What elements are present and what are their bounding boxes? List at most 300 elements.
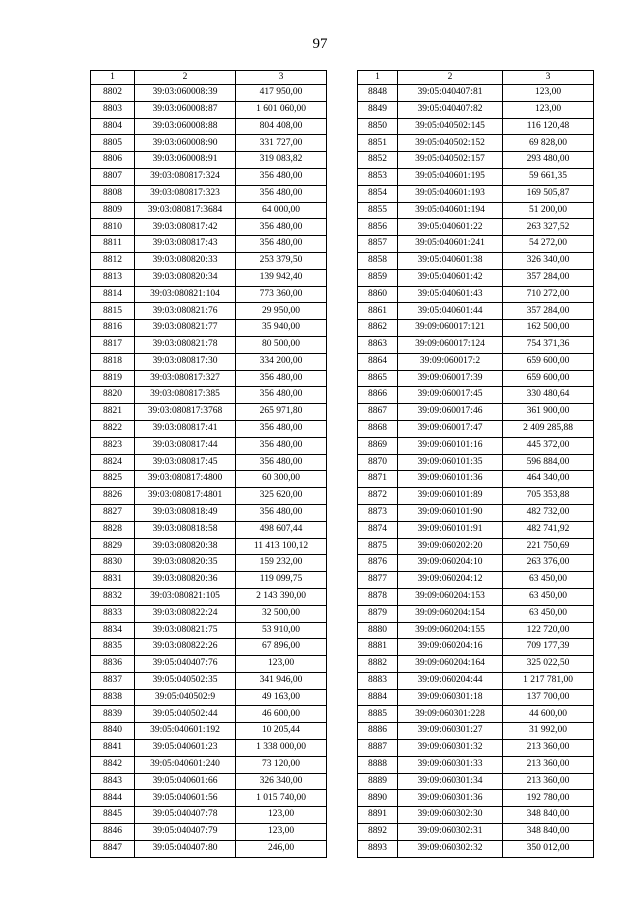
value-cell: 31 992,00 bbox=[503, 723, 594, 740]
table-row bbox=[358, 387, 594, 404]
value-cell: 464 340,00 bbox=[503, 471, 594, 488]
cadastral-number-cell: 39:03:080817:324 bbox=[135, 168, 236, 185]
table-header-row bbox=[358, 71, 594, 85]
row-number-cell: 8849 bbox=[358, 101, 398, 118]
cadastral-number-cell: 39:09:060302:32 bbox=[398, 840, 503, 857]
cadastral-number-cell: 39:09:060301:33 bbox=[398, 756, 503, 773]
row-number-cell: 8807 bbox=[91, 168, 135, 185]
cadastral-number-cell: 39:09:060301:27 bbox=[398, 723, 503, 740]
value-cell: 64 000,00 bbox=[236, 202, 327, 219]
row-number-cell: 8850 bbox=[358, 118, 398, 135]
cadastral-number-cell: 39:05:040601:23 bbox=[135, 740, 236, 757]
table-row bbox=[91, 353, 327, 370]
value-cell: 32 500,00 bbox=[236, 605, 327, 622]
row-number-cell: 8854 bbox=[358, 185, 398, 202]
table-row bbox=[358, 605, 594, 622]
row-number-cell: 8865 bbox=[358, 370, 398, 387]
table-row bbox=[358, 740, 594, 757]
table-row bbox=[91, 370, 327, 387]
row-number-cell: 8887 bbox=[358, 740, 398, 757]
table-row bbox=[358, 370, 594, 387]
cadastral-number-cell: 39:05:040601:56 bbox=[135, 790, 236, 807]
cadastral-number-cell: 39:09:060301:34 bbox=[398, 773, 503, 790]
cadastral-number-cell: 39:05:040502:145 bbox=[398, 118, 503, 135]
cadastral-number-cell: 39:03:080821:105 bbox=[135, 588, 236, 605]
value-cell: 263 327,52 bbox=[503, 219, 594, 236]
row-number-cell: 8839 bbox=[91, 706, 135, 723]
value-cell: 357 284,00 bbox=[503, 303, 594, 320]
table-row bbox=[358, 135, 594, 152]
value-cell: 213 360,00 bbox=[503, 740, 594, 757]
value-cell: 119 099,75 bbox=[236, 572, 327, 589]
value-cell: 51 200,00 bbox=[503, 202, 594, 219]
value-cell: 596 884,00 bbox=[503, 454, 594, 471]
row-number-cell: 8858 bbox=[358, 252, 398, 269]
row-number-cell: 8833 bbox=[91, 605, 135, 622]
value-cell: 63 450,00 bbox=[503, 588, 594, 605]
row-number-cell: 8878 bbox=[358, 588, 398, 605]
cadastral-number-cell: 39:03:060008:90 bbox=[135, 135, 236, 152]
table-row bbox=[358, 639, 594, 656]
table-row bbox=[358, 572, 594, 589]
cadastral-number-cell: 39:03:080821:78 bbox=[135, 336, 236, 353]
value-cell: 263 376,00 bbox=[503, 555, 594, 572]
table-row bbox=[91, 252, 327, 269]
row-number-cell: 8803 bbox=[91, 101, 135, 118]
cadastral-number-cell: 39:09:060017:39 bbox=[398, 370, 503, 387]
row-number-cell: 8885 bbox=[358, 706, 398, 723]
table-row bbox=[358, 706, 594, 723]
column-header-1: 1 bbox=[358, 71, 398, 85]
cadastral-number-cell: 39:05:040601:193 bbox=[398, 185, 503, 202]
row-number-cell: 8877 bbox=[358, 572, 398, 589]
cadastral-number-cell: 39:09:060204:44 bbox=[398, 672, 503, 689]
value-cell: 326 340,00 bbox=[236, 773, 327, 790]
cadastral-number-cell: 39:09:060302:30 bbox=[398, 807, 503, 824]
value-cell: 804 408,00 bbox=[236, 118, 327, 135]
row-number-cell: 8816 bbox=[91, 320, 135, 337]
column-header-1: 1 bbox=[91, 71, 135, 85]
table-row bbox=[358, 672, 594, 689]
row-number-cell: 8868 bbox=[358, 420, 398, 437]
value-cell: 2 143 390,00 bbox=[236, 588, 327, 605]
value-cell: 1 338 000,00 bbox=[236, 740, 327, 757]
table-row bbox=[91, 135, 327, 152]
value-cell: 192 780,00 bbox=[503, 790, 594, 807]
cadastral-number-cell: 39:05:040502:9 bbox=[135, 689, 236, 706]
value-cell: 44 600,00 bbox=[503, 706, 594, 723]
cadastral-number-cell: 39:05:040601:194 bbox=[398, 202, 503, 219]
table-row bbox=[358, 202, 594, 219]
table-row bbox=[91, 639, 327, 656]
row-number-cell: 8892 bbox=[358, 824, 398, 841]
row-number-cell: 8821 bbox=[91, 404, 135, 421]
table-row bbox=[358, 404, 594, 421]
cadastral-number-cell: 39:09:060204:16 bbox=[398, 639, 503, 656]
table-row bbox=[358, 723, 594, 740]
row-number-cell: 8879 bbox=[358, 605, 398, 622]
cadastral-number-cell: 39:03:060008:91 bbox=[135, 152, 236, 169]
value-cell: 348 840,00 bbox=[503, 807, 594, 824]
cadastral-number-cell: 39:03:080820:38 bbox=[135, 538, 236, 555]
value-cell: 341 946,00 bbox=[236, 672, 327, 689]
table-row bbox=[91, 689, 327, 706]
row-number-cell: 8874 bbox=[358, 521, 398, 538]
row-number-cell: 8852 bbox=[358, 152, 398, 169]
value-cell: 67 896,00 bbox=[236, 639, 327, 656]
cadastral-number-cell: 39:09:060101:16 bbox=[398, 437, 503, 454]
value-cell: 162 500,00 bbox=[503, 320, 594, 337]
cadastral-number-cell: 39:05:040601:42 bbox=[398, 269, 503, 286]
cadastral-number-cell: 39:05:040407:80 bbox=[135, 840, 236, 857]
cadastral-number-cell: 39:03:080820:35 bbox=[135, 555, 236, 572]
cadastral-number-cell: 39:03:080817:4800 bbox=[135, 471, 236, 488]
cadastral-number-cell: 39:05:040502:35 bbox=[135, 672, 236, 689]
value-cell: 319 083,82 bbox=[236, 152, 327, 169]
table-row bbox=[358, 521, 594, 538]
table-row bbox=[358, 756, 594, 773]
row-number-cell: 8840 bbox=[91, 723, 135, 740]
cadastral-number-cell: 39:09:060101:90 bbox=[398, 504, 503, 521]
cadastral-number-cell: 39:03:080822:24 bbox=[135, 605, 236, 622]
row-number-cell: 8882 bbox=[358, 656, 398, 673]
table-row bbox=[91, 236, 327, 253]
row-number-cell: 8825 bbox=[91, 471, 135, 488]
cadastral-number-cell: 39:03:080817:385 bbox=[135, 387, 236, 404]
table-row bbox=[358, 504, 594, 521]
value-cell: 123,00 bbox=[503, 101, 594, 118]
value-cell: 53 910,00 bbox=[236, 622, 327, 639]
table-row bbox=[91, 269, 327, 286]
value-cell: 445 372,00 bbox=[503, 437, 594, 454]
value-cell: 10 205,44 bbox=[236, 723, 327, 740]
table-row bbox=[91, 672, 327, 689]
registry-table-left-body bbox=[91, 85, 327, 858]
value-cell: 356 480,00 bbox=[236, 454, 327, 471]
row-number-cell: 8805 bbox=[91, 135, 135, 152]
table-row bbox=[91, 521, 327, 538]
cadastral-number-cell: 39:05:040502:152 bbox=[398, 135, 503, 152]
table-row bbox=[91, 605, 327, 622]
cadastral-number-cell: 39:05:040407:81 bbox=[398, 85, 503, 102]
cadastral-number-cell: 39:09:060301:18 bbox=[398, 689, 503, 706]
row-number-cell: 8866 bbox=[358, 387, 398, 404]
row-number-cell: 8888 bbox=[358, 756, 398, 773]
table-header-row bbox=[91, 71, 327, 85]
value-cell: 350 012,00 bbox=[503, 840, 594, 857]
row-number-cell: 8815 bbox=[91, 303, 135, 320]
table-row bbox=[358, 807, 594, 824]
table-row bbox=[91, 152, 327, 169]
value-cell: 122 720,00 bbox=[503, 622, 594, 639]
value-cell: 773 360,00 bbox=[236, 286, 327, 303]
value-cell: 253 379,50 bbox=[236, 252, 327, 269]
row-number-cell: 8828 bbox=[91, 521, 135, 538]
value-cell: 221 750,69 bbox=[503, 538, 594, 555]
table-row bbox=[91, 85, 327, 102]
row-number-cell: 8871 bbox=[358, 471, 398, 488]
cadastral-number-cell: 39:09:060202:20 bbox=[398, 538, 503, 555]
value-cell: 361 900,00 bbox=[503, 404, 594, 421]
value-cell: 709 177,39 bbox=[503, 639, 594, 656]
cadastral-number-cell: 39:03:060008:39 bbox=[135, 85, 236, 102]
row-number-cell: 8820 bbox=[91, 387, 135, 404]
row-number-cell: 8824 bbox=[91, 454, 135, 471]
value-cell: 123,00 bbox=[236, 656, 327, 673]
row-number-cell: 8813 bbox=[91, 269, 135, 286]
table-row bbox=[358, 471, 594, 488]
row-number-cell: 8856 bbox=[358, 219, 398, 236]
table-row bbox=[91, 488, 327, 505]
cadastral-number-cell: 39:05:040407:82 bbox=[398, 101, 503, 118]
row-number-cell: 8893 bbox=[358, 840, 398, 857]
value-cell: 357 284,00 bbox=[503, 269, 594, 286]
cadastral-number-cell: 39:05:040601:66 bbox=[135, 773, 236, 790]
value-cell: 356 480,00 bbox=[236, 370, 327, 387]
cadastral-number-cell: 39:09:060101:35 bbox=[398, 454, 503, 471]
cadastral-number-cell: 39:05:040601:43 bbox=[398, 286, 503, 303]
value-cell: 123,00 bbox=[236, 807, 327, 824]
cadastral-number-cell: 39:03:080817:41 bbox=[135, 420, 236, 437]
value-cell: 2 409 285,88 bbox=[503, 420, 594, 437]
value-cell: 63 450,00 bbox=[503, 605, 594, 622]
row-number-cell: 8804 bbox=[91, 118, 135, 135]
cadastral-number-cell: 39:03:080817:42 bbox=[135, 219, 236, 236]
cadastral-number-cell: 39:09:060017:2 bbox=[398, 353, 503, 370]
cadastral-number-cell: 39:03:080821:104 bbox=[135, 286, 236, 303]
cadastral-number-cell: 39:05:040601:241 bbox=[398, 236, 503, 253]
table-row bbox=[358, 152, 594, 169]
value-cell: 1 601 060,00 bbox=[236, 101, 327, 118]
row-number-cell: 8886 bbox=[358, 723, 398, 740]
table-row bbox=[358, 773, 594, 790]
row-number-cell: 8863 bbox=[358, 336, 398, 353]
cadastral-number-cell: 39:05:040502:157 bbox=[398, 152, 503, 169]
value-cell: 246,00 bbox=[236, 840, 327, 857]
table-row bbox=[91, 118, 327, 135]
cadastral-number-cell: 39:09:060101:89 bbox=[398, 488, 503, 505]
row-number-cell: 8829 bbox=[91, 538, 135, 555]
value-cell: 80 500,00 bbox=[236, 336, 327, 353]
table-row bbox=[91, 168, 327, 185]
table-row bbox=[91, 202, 327, 219]
cadastral-number-cell: 39:05:040601:192 bbox=[135, 723, 236, 740]
table-row bbox=[358, 538, 594, 555]
table-row bbox=[358, 353, 594, 370]
row-number-cell: 8855 bbox=[358, 202, 398, 219]
value-cell: 482 732,00 bbox=[503, 504, 594, 521]
row-number-cell: 8831 bbox=[91, 572, 135, 589]
cadastral-number-cell: 39:03:060008:87 bbox=[135, 101, 236, 118]
table-row bbox=[91, 773, 327, 790]
table-row bbox=[91, 656, 327, 673]
row-number-cell: 8861 bbox=[358, 303, 398, 320]
table-row bbox=[358, 286, 594, 303]
value-cell: 326 340,00 bbox=[503, 252, 594, 269]
cadastral-number-cell: 39:03:080821:75 bbox=[135, 622, 236, 639]
table-row bbox=[91, 790, 327, 807]
row-number-cell: 8814 bbox=[91, 286, 135, 303]
cadastral-number-cell: 39:03:080820:33 bbox=[135, 252, 236, 269]
table-row bbox=[358, 454, 594, 471]
value-cell: 498 607,44 bbox=[236, 521, 327, 538]
cadastral-number-cell: 39:09:060101:36 bbox=[398, 471, 503, 488]
table-row bbox=[358, 168, 594, 185]
table-row bbox=[358, 336, 594, 353]
value-cell: 69 828,00 bbox=[503, 135, 594, 152]
value-cell: 356 480,00 bbox=[236, 437, 327, 454]
table-row bbox=[358, 303, 594, 320]
row-number-cell: 8817 bbox=[91, 336, 135, 353]
value-cell: 1 217 781,00 bbox=[503, 672, 594, 689]
row-number-cell: 8844 bbox=[91, 790, 135, 807]
value-cell: 46 600,00 bbox=[236, 706, 327, 723]
cadastral-number-cell: 39:03:080817:45 bbox=[135, 454, 236, 471]
cadastral-number-cell: 39:03:080820:34 bbox=[135, 269, 236, 286]
cadastral-number-cell: 39:09:060301:32 bbox=[398, 740, 503, 757]
registry-table-left bbox=[90, 70, 327, 858]
page-number: 97 bbox=[312, 36, 328, 52]
column-header-2: 2 bbox=[135, 71, 236, 85]
row-number-cell: 8880 bbox=[358, 622, 398, 639]
table-row bbox=[358, 85, 594, 102]
cadastral-number-cell: 39:03:080820:36 bbox=[135, 572, 236, 589]
value-cell: 331 727,00 bbox=[236, 135, 327, 152]
value-cell: 705 353,88 bbox=[503, 488, 594, 505]
table-row bbox=[91, 538, 327, 555]
cadastral-number-cell: 39:03:060008:88 bbox=[135, 118, 236, 135]
row-number-cell: 8818 bbox=[91, 353, 135, 370]
row-number-cell: 8884 bbox=[358, 689, 398, 706]
value-cell: 73 120,00 bbox=[236, 756, 327, 773]
row-number-cell: 8875 bbox=[358, 538, 398, 555]
cadastral-number-cell: 39:05:040601:22 bbox=[398, 219, 503, 236]
value-cell: 11 413 100,12 bbox=[236, 538, 327, 555]
cadastral-number-cell: 39:05:040407:79 bbox=[135, 824, 236, 841]
table-row bbox=[91, 387, 327, 404]
row-number-cell: 8848 bbox=[358, 85, 398, 102]
cadastral-number-cell: 39:09:060017:46 bbox=[398, 404, 503, 421]
value-cell: 137 700,00 bbox=[503, 689, 594, 706]
table-row bbox=[91, 219, 327, 236]
table-row bbox=[358, 790, 594, 807]
cadastral-number-cell: 39:03:080817:327 bbox=[135, 370, 236, 387]
row-number-cell: 8872 bbox=[358, 488, 398, 505]
cadastral-number-cell: 39:03:080818:49 bbox=[135, 504, 236, 521]
row-number-cell: 8870 bbox=[358, 454, 398, 471]
table-row bbox=[91, 756, 327, 773]
row-number-cell: 8881 bbox=[358, 639, 398, 656]
table-row bbox=[91, 303, 327, 320]
table-row bbox=[91, 286, 327, 303]
column-header-3: 3 bbox=[236, 71, 327, 85]
row-number-cell: 8809 bbox=[91, 202, 135, 219]
table-row bbox=[358, 269, 594, 286]
cadastral-number-cell: 39:09:060017:124 bbox=[398, 336, 503, 353]
cadastral-number-cell: 39:09:060204:154 bbox=[398, 605, 503, 622]
row-number-cell: 8837 bbox=[91, 672, 135, 689]
table-row bbox=[358, 689, 594, 706]
value-cell: 754 371,36 bbox=[503, 336, 594, 353]
cadastral-number-cell: 39:03:080817:43 bbox=[135, 236, 236, 253]
value-cell: 356 480,00 bbox=[236, 168, 327, 185]
row-number-cell: 8846 bbox=[91, 824, 135, 841]
table-row bbox=[91, 504, 327, 521]
table-row bbox=[358, 622, 594, 639]
cadastral-number-cell: 39:09:060204:164 bbox=[398, 656, 503, 673]
cadastral-number-cell: 39:03:080821:76 bbox=[135, 303, 236, 320]
value-cell: 159 232,00 bbox=[236, 555, 327, 572]
cadastral-number-cell: 39:09:060204:155 bbox=[398, 622, 503, 639]
row-number-cell: 8860 bbox=[358, 286, 398, 303]
column-header-2: 2 bbox=[398, 71, 503, 85]
cadastral-number-cell: 39:09:060204:10 bbox=[398, 555, 503, 572]
cadastral-number-cell: 39:05:040407:76 bbox=[135, 656, 236, 673]
table-row bbox=[358, 185, 594, 202]
cadastral-number-cell: 39:09:060302:31 bbox=[398, 824, 503, 841]
value-cell: 417 950,00 bbox=[236, 85, 327, 102]
table-row bbox=[91, 420, 327, 437]
row-number-cell: 8853 bbox=[358, 168, 398, 185]
value-cell: 60 300,00 bbox=[236, 471, 327, 488]
table-row bbox=[358, 588, 594, 605]
value-cell: 116 120,48 bbox=[503, 118, 594, 135]
value-cell: 330 480,64 bbox=[503, 387, 594, 404]
row-number-cell: 8867 bbox=[358, 404, 398, 421]
cadastral-number-cell: 39:03:080818:58 bbox=[135, 521, 236, 538]
cadastral-number-cell: 39:05:040601:44 bbox=[398, 303, 503, 320]
row-number-cell: 8808 bbox=[91, 185, 135, 202]
row-number-cell: 8845 bbox=[91, 807, 135, 824]
row-number-cell: 8883 bbox=[358, 672, 398, 689]
cadastral-number-cell: 39:03:080817:323 bbox=[135, 185, 236, 202]
row-number-cell: 8838 bbox=[91, 689, 135, 706]
table-row bbox=[358, 840, 594, 857]
cadastral-number-cell: 39:03:080817:3684 bbox=[135, 202, 236, 219]
value-cell: 482 741,92 bbox=[503, 521, 594, 538]
table-row bbox=[91, 723, 327, 740]
row-number-cell: 8823 bbox=[91, 437, 135, 454]
value-cell: 356 480,00 bbox=[236, 504, 327, 521]
cadastral-number-cell: 39:09:060204:12 bbox=[398, 572, 503, 589]
table-row bbox=[91, 807, 327, 824]
row-number-cell: 8819 bbox=[91, 370, 135, 387]
cadastral-number-cell: 39:05:040502:44 bbox=[135, 706, 236, 723]
table-row bbox=[91, 740, 327, 757]
value-cell: 356 480,00 bbox=[236, 219, 327, 236]
value-cell: 49 163,00 bbox=[236, 689, 327, 706]
value-cell: 59 661,35 bbox=[503, 168, 594, 185]
row-number-cell: 8835 bbox=[91, 639, 135, 656]
row-number-cell: 8810 bbox=[91, 219, 135, 236]
value-cell: 54 272,00 bbox=[503, 236, 594, 253]
table-row bbox=[91, 437, 327, 454]
value-cell: 139 942,40 bbox=[236, 269, 327, 286]
row-number-cell: 8857 bbox=[358, 236, 398, 253]
row-number-cell: 8822 bbox=[91, 420, 135, 437]
table-row bbox=[91, 588, 327, 605]
table-row bbox=[358, 488, 594, 505]
table-row bbox=[91, 101, 327, 118]
value-cell: 659 600,00 bbox=[503, 353, 594, 370]
table-row bbox=[358, 320, 594, 337]
value-cell: 356 480,00 bbox=[236, 236, 327, 253]
value-cell: 63 450,00 bbox=[503, 572, 594, 589]
cadastral-number-cell: 39:03:080817:30 bbox=[135, 353, 236, 370]
registry-table-right-body bbox=[358, 85, 594, 858]
cadastral-number-cell: 39:03:080822:26 bbox=[135, 639, 236, 656]
value-cell: 213 360,00 bbox=[503, 756, 594, 773]
